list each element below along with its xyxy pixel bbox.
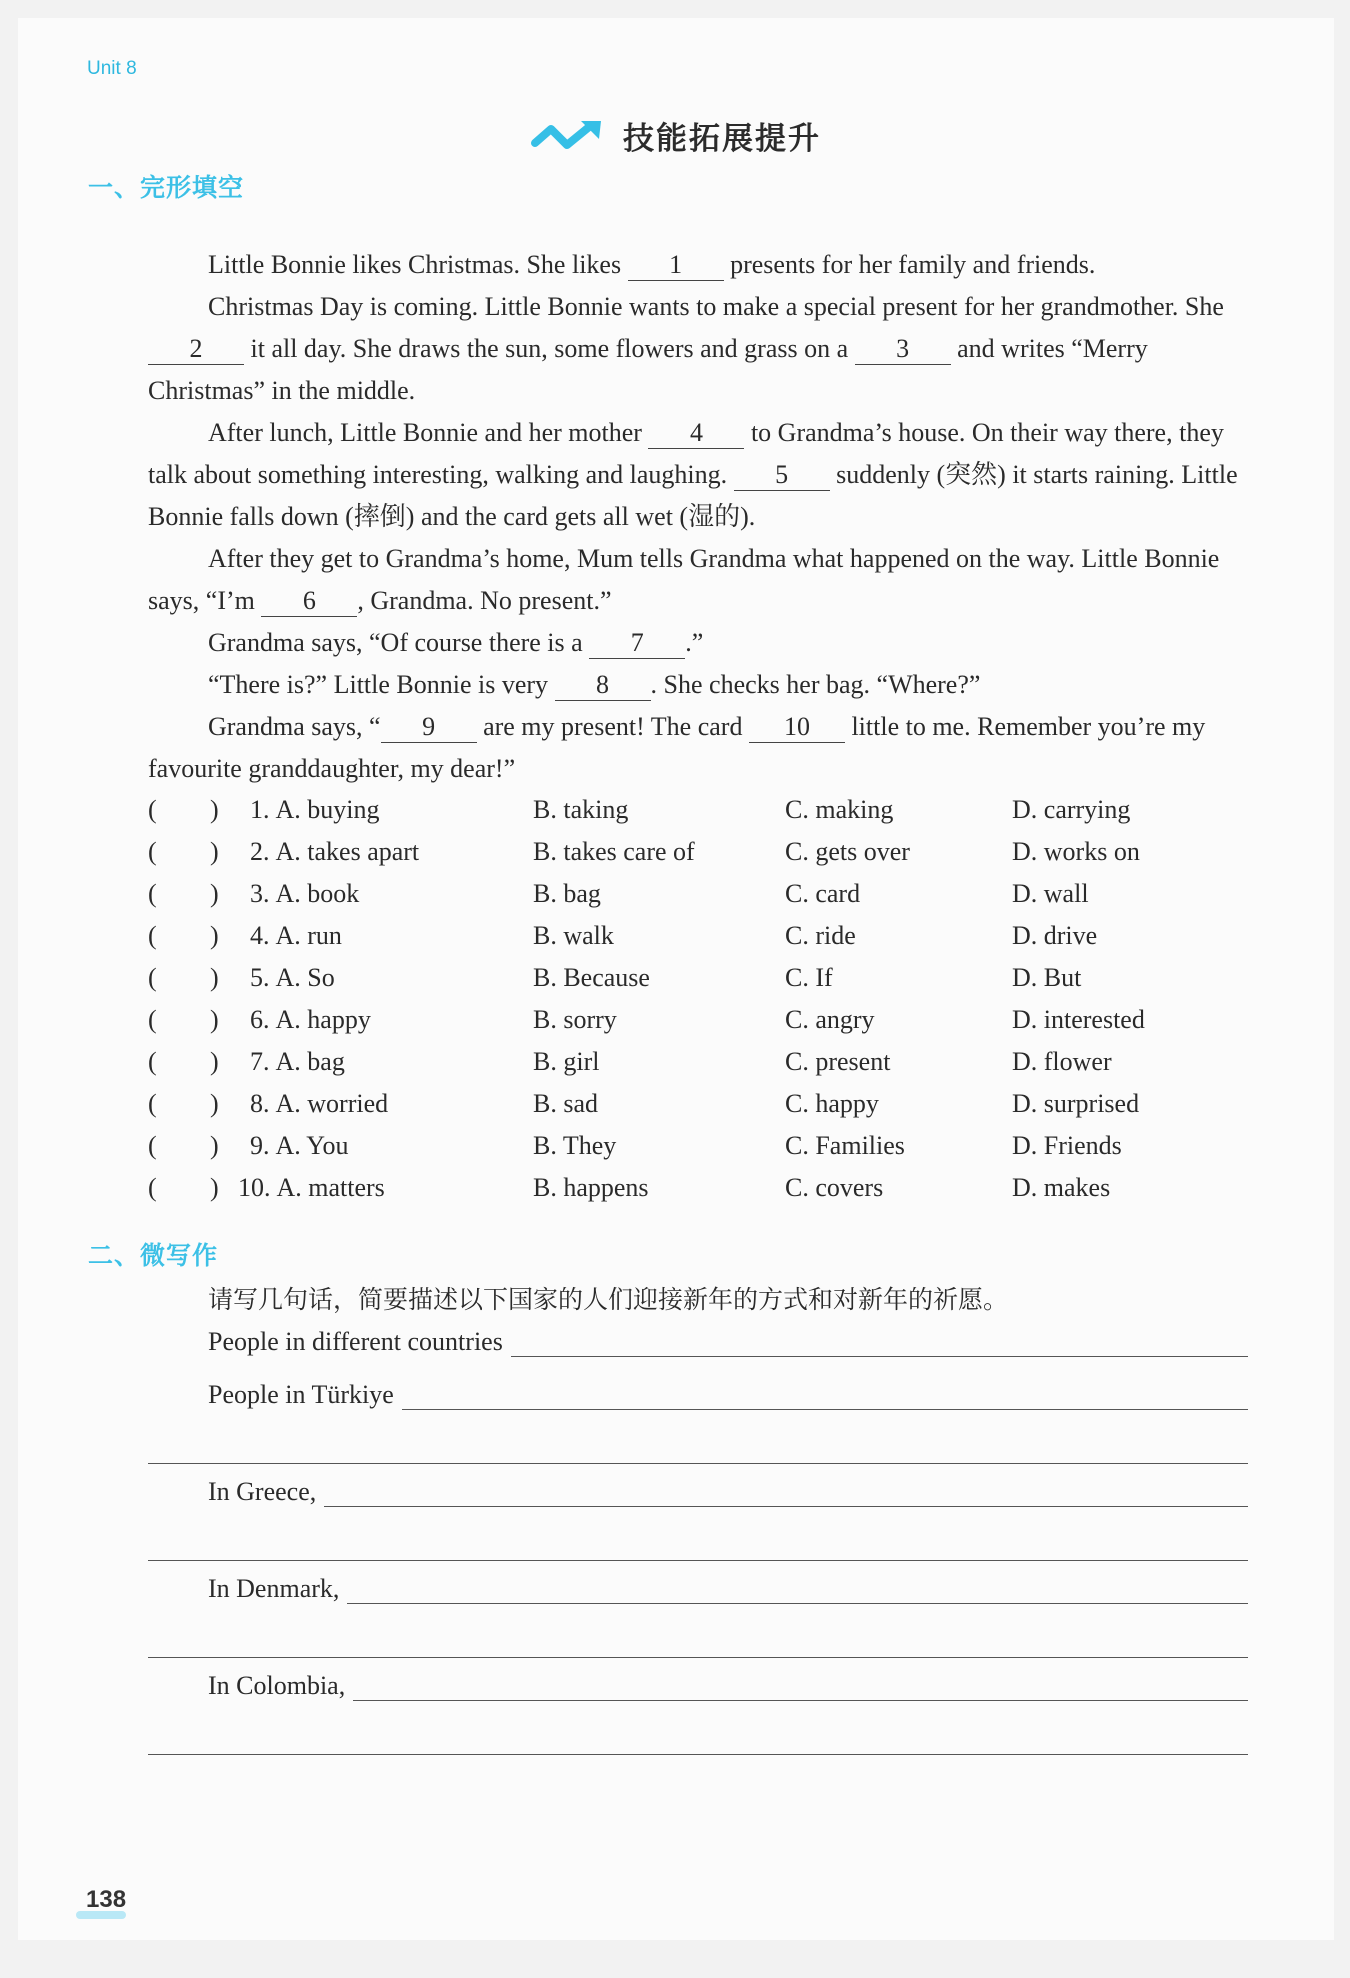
- answer-paren-open[interactable]: (: [148, 1047, 157, 1076]
- writing-line-turkiye: [208, 1379, 1248, 1410]
- option-d[interactable]: D. works on: [1012, 837, 1140, 866]
- option-a[interactable]: [250, 1047, 345, 1077]
- writing-line-colombia: [208, 1670, 1248, 1701]
- passage-paragraph: Little Bonnie likes Christmas. She likes 1 presents for her family and friends.: [208, 250, 1096, 279]
- question-number: 6.: [250, 1005, 270, 1034]
- writing-line-denmark: [208, 1573, 1248, 1604]
- unit-label: Unit 8: [87, 58, 137, 79]
- question-number: 8.: [250, 1089, 270, 1118]
- option-c[interactable]: C. happy: [785, 1089, 879, 1118]
- option-d[interactable]: D. makes: [1012, 1173, 1111, 1202]
- passage-paragraph: Grandma says, “ 9 are my present! The card 10 little to me. Remember you’re my favourite granddaughter, my dear!”: [148, 712, 1206, 783]
- option-d[interactable]: D. drive: [1012, 921, 1098, 950]
- option-a[interactable]: [238, 1173, 385, 1203]
- option-c[interactable]: C. making: [785, 795, 894, 824]
- option-a-text[interactable]: A. run: [275, 921, 342, 950]
- question-number: 4.: [250, 921, 270, 950]
- option-b[interactable]: B. walk: [533, 921, 614, 950]
- question-number: 9.: [250, 1131, 270, 1160]
- section2-heading: 二、微写作: [88, 1241, 219, 1270]
- option-a-text[interactable]: A. buying: [275, 795, 380, 824]
- option-c[interactable]: C. Families: [785, 1131, 905, 1160]
- option-c[interactable]: C. ride: [785, 921, 856, 950]
- passage-paragraph: After they get to Grandma’s home, Mum tells Grandma what happened on the way. Little Bonnie says, “I’m 6 , Grandma. No present.”: [148, 544, 1220, 615]
- prompt-denmark: In Denmark,: [208, 1574, 340, 1603]
- answer-line[interactable]: [511, 1326, 1248, 1357]
- option-a-text[interactable]: A. So: [275, 963, 335, 992]
- blank-9: 9: [381, 712, 477, 743]
- question-number: 7.: [250, 1047, 270, 1076]
- answer-line[interactable]: [402, 1379, 1248, 1410]
- option-b[interactable]: B. They: [533, 1131, 617, 1160]
- option-b[interactable]: B. Because: [533, 963, 650, 992]
- answer-paren-open[interactable]: (: [148, 1131, 157, 1160]
- passage-paragraph: Christmas Day is coming. Little Bonnie wants to make a special present for her grandmother. She 2 it all day. She draws the sun, some flowers and grass on a 3 and writes “Merry Christmas” in the middle.: [148, 292, 1224, 405]
- option-row-7: [148, 1047, 1248, 1089]
- option-c[interactable]: C. card: [785, 879, 861, 908]
- blank-6: 6: [261, 586, 357, 617]
- answer-options: [148, 795, 1248, 1215]
- option-a-text[interactable]: A. worried: [275, 1089, 389, 1118]
- option-row-3: [148, 879, 1248, 921]
- option-a[interactable]: [250, 837, 419, 867]
- option-a[interactable]: [250, 879, 359, 909]
- answer-paren-open[interactable]: (: [148, 921, 157, 950]
- option-a-text[interactable]: A. happy: [275, 1005, 371, 1034]
- answer-line[interactable]: [324, 1476, 1248, 1507]
- option-a[interactable]: [250, 1131, 349, 1161]
- option-d[interactable]: D. Friends: [1012, 1131, 1122, 1160]
- blank-3: 3: [855, 334, 951, 365]
- option-d[interactable]: D. interested: [1012, 1005, 1145, 1034]
- writing-instruction: 请写几句话，简要描述以下国家的人们迎接新年的方式和对新年的祈愿。: [208, 1285, 1009, 1314]
- option-a[interactable]: [250, 1005, 371, 1035]
- option-a-text[interactable]: A. takes apart: [275, 837, 420, 866]
- option-row-2: [148, 837, 1248, 879]
- writing-line-greece: [208, 1476, 1248, 1507]
- passage-paragraph: After lunch, Little Bonnie and her mother 4 to Grandma’s house. On their way there, they talk about something interesting, walking and laughing. 5 suddenly (突然) it starts raining. Little Bonnie falls down (摔倒) and the card gets all wet (湿的).: [148, 418, 1238, 531]
- option-c[interactable]: C. gets over: [785, 837, 910, 866]
- page-number: 138: [86, 1886, 127, 1913]
- prompt-intro: People in different countries: [208, 1327, 503, 1356]
- option-c[interactable]: C. If: [785, 963, 833, 992]
- answer-paren-close: ): [210, 1089, 219, 1118]
- option-row-10: [148, 1173, 1248, 1215]
- question-number: 5.: [250, 963, 270, 992]
- blank-5: 5: [734, 460, 830, 491]
- option-a-text[interactable]: A. bag: [275, 1047, 345, 1076]
- prompt-greece: In Greece,: [208, 1477, 317, 1506]
- answer-paren-close: ): [210, 963, 219, 992]
- option-b[interactable]: B. takes care of: [533, 837, 695, 866]
- answer-paren-open[interactable]: (: [148, 879, 157, 908]
- option-c[interactable]: C. angry: [785, 1005, 875, 1034]
- trend-arrow-icon: [531, 117, 605, 155]
- option-row-9: [148, 1131, 1248, 1173]
- blank-4: 4: [648, 418, 744, 449]
- answer-paren-close: ): [210, 1131, 219, 1160]
- option-b[interactable]: B. sorry: [533, 1005, 617, 1034]
- answer-paren-close: ): [210, 1173, 219, 1202]
- option-a[interactable]: [250, 963, 335, 993]
- answer-paren-close: ): [210, 1047, 219, 1076]
- answer-line[interactable]: [148, 1559, 1248, 1561]
- option-d[interactable]: D. flower: [1012, 1047, 1112, 1076]
- prompt-colombia: In Colombia,: [208, 1671, 346, 1700]
- section1-heading: 一、完形填空: [88, 173, 245, 202]
- writing-area: [148, 1280, 1248, 1755]
- workbook-page: [18, 18, 1334, 1940]
- answer-paren-open[interactable]: (: [148, 963, 157, 992]
- question-number: 2.: [250, 837, 270, 866]
- option-b[interactable]: B. bag: [533, 879, 601, 908]
- option-a[interactable]: [250, 1089, 388, 1119]
- answer-paren-close: ): [210, 879, 219, 908]
- answer-paren-close: ): [210, 921, 219, 950]
- option-a[interactable]: [250, 795, 380, 825]
- answer-paren-open[interactable]: (: [148, 1089, 157, 1118]
- passage-paragraph: “There is?” Little Bonnie is very 8 . She checks her bag. “Where?”: [208, 670, 981, 699]
- answer-paren-close: ): [210, 837, 219, 866]
- option-row-6: [148, 1005, 1248, 1047]
- option-b[interactable]: B. taking: [533, 795, 629, 824]
- option-a-text[interactable]: A. matters: [276, 1173, 385, 1202]
- option-a-text[interactable]: A. book: [275, 879, 360, 908]
- blank-10: 10: [749, 712, 845, 743]
- answer-line[interactable]: [148, 1656, 1248, 1658]
- answer-line[interactable]: [347, 1573, 1248, 1604]
- option-d[interactable]: D. carrying: [1012, 795, 1131, 824]
- question-number: 1.: [250, 795, 270, 824]
- option-d[interactable]: D. wall: [1012, 879, 1089, 908]
- option-row-4: [148, 921, 1248, 963]
- option-row-5: [148, 963, 1248, 1005]
- option-b[interactable]: B. sad: [533, 1089, 598, 1118]
- page-title-block: [18, 113, 1334, 158]
- answer-paren-open[interactable]: (: [148, 795, 157, 824]
- blank-8: 8: [555, 670, 651, 701]
- question-number: 3.: [250, 879, 270, 908]
- option-a-text[interactable]: A. You: [275, 1131, 349, 1160]
- cloze-passage: [148, 244, 1243, 790]
- blank-1: 1: [628, 250, 724, 281]
- option-d[interactable]: D. surprised: [1012, 1089, 1140, 1118]
- answer-line[interactable]: [148, 1753, 1248, 1755]
- answer-paren-open[interactable]: (: [148, 1005, 157, 1034]
- option-a[interactable]: [250, 921, 342, 951]
- prompt-turkiye: People in Türkiye: [208, 1380, 394, 1409]
- option-row-1: [148, 795, 1248, 837]
- answer-line[interactable]: [353, 1670, 1248, 1701]
- answer-paren-close: ): [210, 795, 219, 824]
- answer-paren-open[interactable]: (: [148, 837, 157, 866]
- option-d[interactable]: D. But: [1012, 963, 1082, 992]
- page-title: 技能拓展提升: [623, 121, 821, 157]
- answer-paren-open[interactable]: (: [148, 1173, 157, 1202]
- option-c[interactable]: C. covers: [785, 1173, 884, 1202]
- option-b[interactable]: B. girl: [533, 1047, 600, 1076]
- passage-paragraph: Grandma says, “Of course there is a 7 .”: [208, 628, 704, 657]
- option-b[interactable]: B. happens: [533, 1173, 649, 1202]
- answer-line[interactable]: [148, 1462, 1248, 1464]
- question-number: 10.: [238, 1173, 271, 1202]
- blank-2: 2: [148, 334, 244, 365]
- answer-paren-close: ): [210, 1005, 219, 1034]
- writing-line-intro: [208, 1326, 1248, 1357]
- blank-7: 7: [589, 628, 685, 659]
- option-row-8: [148, 1089, 1248, 1131]
- option-c[interactable]: C. present: [785, 1047, 891, 1076]
